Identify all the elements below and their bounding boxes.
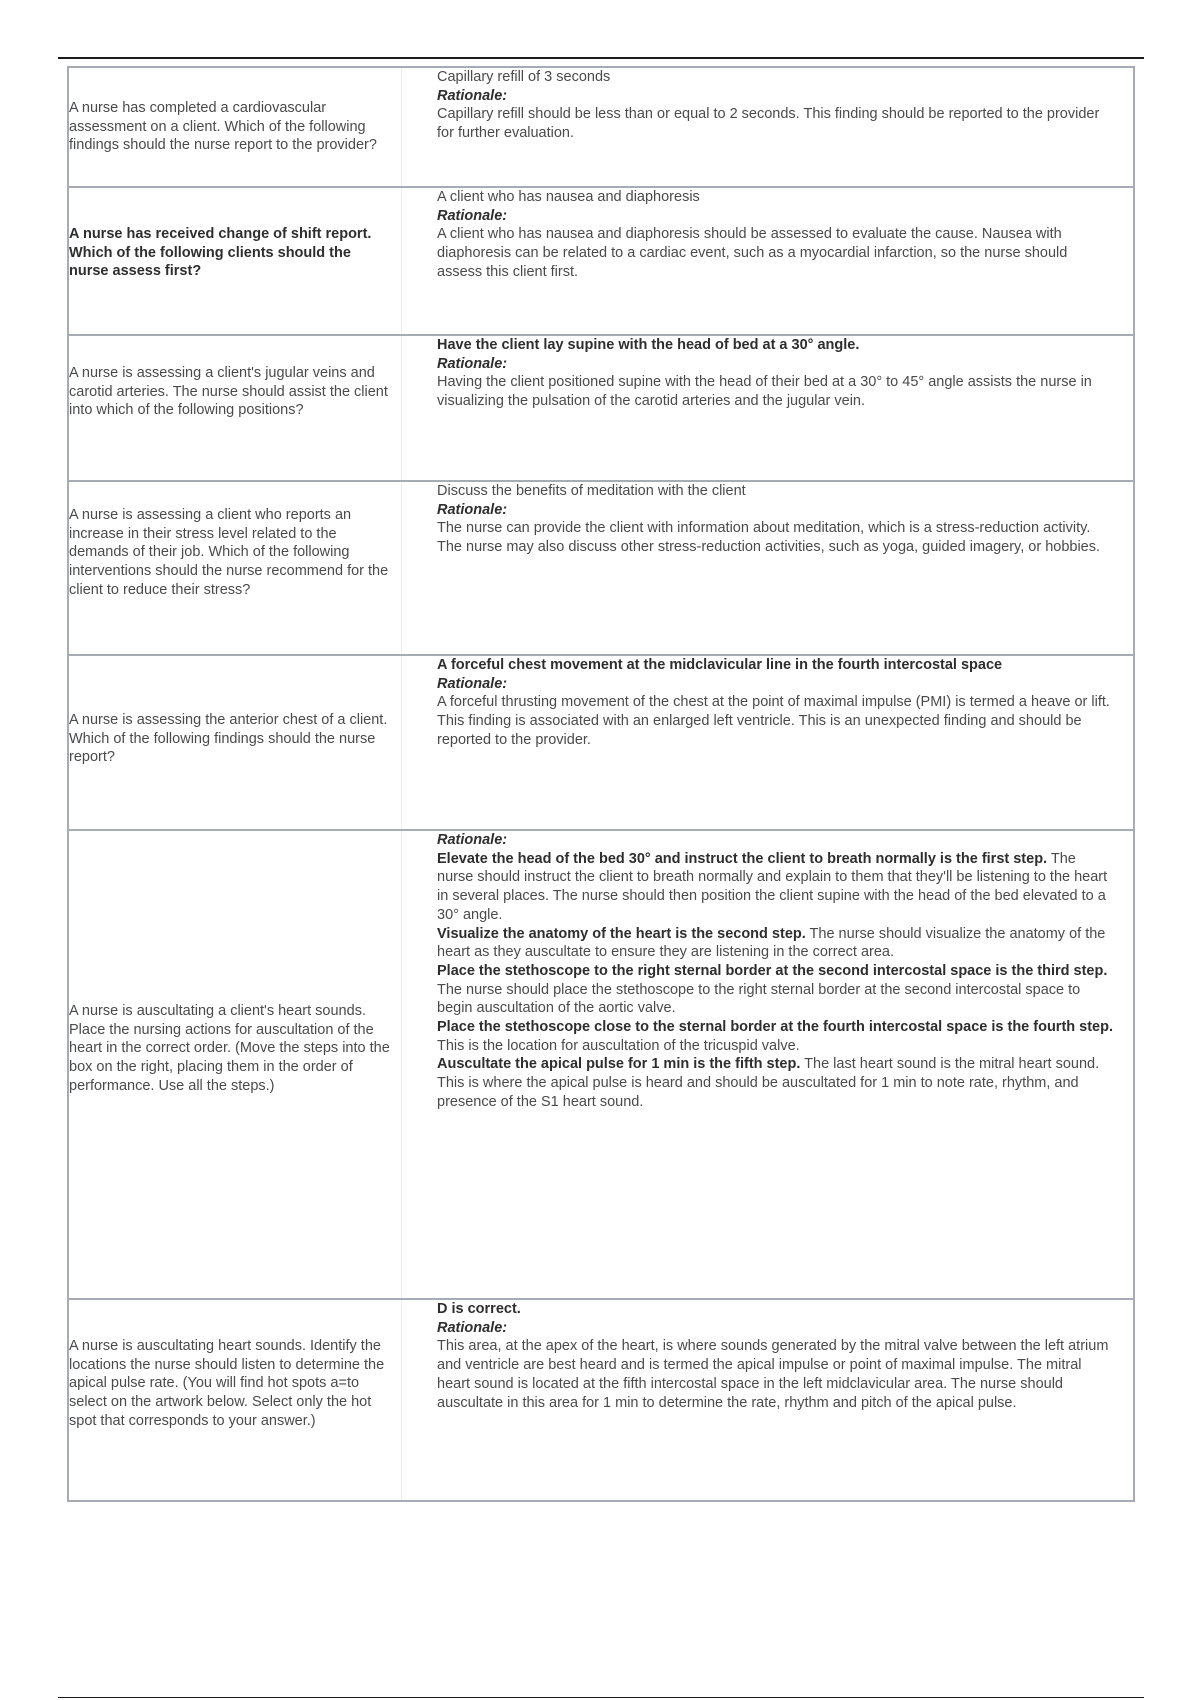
answer-cell xyxy=(402,68,1133,186)
question-text: A nurse is auscultating a client's heart sounds. Place the nursing actions for auscultation of the heart in the correct order. (Move the steps into the box on the right, placing them in the order of performance. Use all the steps.) xyxy=(69,1003,390,1094)
question-cell xyxy=(69,482,402,654)
qa-row xyxy=(69,829,1133,1298)
qa-row xyxy=(69,68,1133,186)
step-text: The last heart sound is the mitral heart sound. This is where the apical pulse is heard and should be auscultated for 1 min to note rate, rhythm, and presence of the S1 heart sound. xyxy=(437,1056,1100,1110)
answer-text: Discuss the benefits of meditation with the client xyxy=(437,483,746,499)
step-title: Auscultate the apical pulse for 1 min is the fifth step. xyxy=(437,1056,801,1073)
answer-cell xyxy=(402,188,1133,334)
top-rule xyxy=(58,57,1144,59)
answer-text: Have the client lay supine with the head of bed at a 30° angle. xyxy=(437,337,860,353)
step-item xyxy=(437,1055,1115,1111)
rationale-label: Rationale: xyxy=(437,207,508,224)
question-text: A nurse is assessing the anterior chest of a client. Which of the following findings should the nurse report? xyxy=(69,712,388,766)
question-cell xyxy=(69,1300,402,1500)
rationale-text: Capillary refill should be less than or equal to 2 seconds. This finding should be reported to the provider for further evaluation. xyxy=(437,106,1100,142)
step-item xyxy=(437,962,1115,1018)
question-text: A nurse has completed a cardiovascular assessment on a client. Which of the following findings should the nurse report to the provider? xyxy=(69,99,377,154)
rationale-label: Rationale: xyxy=(437,87,508,104)
step-item xyxy=(437,1018,1115,1055)
qa-row xyxy=(69,480,1133,654)
step-text: The nurse should place the stethoscope to the right sternal border at the second intercostal space to begin auscultation of the aortic valve. xyxy=(437,981,1081,1017)
qa-table xyxy=(67,66,1135,1502)
qa-row xyxy=(69,186,1133,334)
question-text: A nurse is assessing a client's jugular veins and carotid arteries. The nurse should assist the client into which of the following positions? xyxy=(69,365,388,419)
answer-cell xyxy=(402,656,1133,829)
rationale-label: Rationale: xyxy=(437,832,508,848)
question-cell xyxy=(69,336,402,480)
answer-text: A forceful chest movement at the midclavicular line in the fourth intercostal space xyxy=(437,657,1003,673)
step-title: Visualize the anatomy of the heart is the second step. xyxy=(437,925,806,942)
question-cell xyxy=(69,831,402,1298)
answer-cell xyxy=(402,336,1133,480)
answer-cell xyxy=(402,1300,1133,1500)
question-text: A nurse is assessing a client who reports an increase in their stress level related to the demands of their job. Which of the following interventions should the nurse recommend for the client to reduce their stress? xyxy=(69,507,389,598)
rationale-text: Having the client positioned supine with the head of their bed at a 30° to 45° angle assists the nurse in visualizing the pulsation of the carotid arteries and the jugular vein. xyxy=(437,374,1092,410)
rationale-label: Rationale: xyxy=(437,501,508,518)
bottom-rule xyxy=(58,1697,1144,1698)
qa-row xyxy=(69,654,1133,829)
answer-cell xyxy=(402,831,1133,1298)
qa-row xyxy=(69,334,1133,480)
question-cell xyxy=(69,656,402,829)
rationale-label: Rationale: xyxy=(437,355,508,372)
step-text: The nurse should visualize the anatomy of the heart as they auscultate to ensure they are listening in the correct area. xyxy=(437,925,1106,961)
answer-text: D is correct. xyxy=(437,1301,521,1317)
rationale-label: Rationale: xyxy=(437,675,508,692)
step-text: The nurse should instruct the client to breath normally and explain to them that they'll be listening to the heart in several places. The nurse should then position the client supine with the head of the bed elevated to a 30° angle. xyxy=(437,850,1108,923)
answer-text: A client who has nausea and diaphoresis xyxy=(437,189,700,205)
step-text: This is the location for auscultation of the tricuspid valve. xyxy=(437,1037,800,1054)
step-item xyxy=(437,850,1115,925)
step-title: Elevate the head of the bed 30° and instruct the client to breath normally is the first step. xyxy=(437,850,1048,867)
answer-text: Capillary refill of 3 seconds xyxy=(437,69,611,85)
question-text: A nurse is auscultating heart sounds. Identify the locations the nurse should listen to determine the apical pulse rate. (You will find hot spots a=to select on the artwork below. Select only the hot spot that corresponds to your answer.) xyxy=(69,1338,385,1429)
rationale-text: A client who has nausea and diaphoresis should be assessed to evaluate the cause. Nausea with diaphoresis can be related to a cardiac event, such as a myocardial infarction, so the nurse should assess this client first. xyxy=(437,226,1068,280)
step-title: Place the stethoscope to the right sternal border at the second intercostal space is the third step. xyxy=(437,962,1108,979)
answer-cell xyxy=(402,482,1133,654)
step-title: Place the stethoscope close to the sternal border at the fourth intercostal space is the fourth step. xyxy=(437,1019,1114,1036)
qa-row xyxy=(69,1298,1133,1500)
question-cell xyxy=(69,188,402,334)
rationale-label: Rationale: xyxy=(437,1319,508,1336)
rationale-text: The nurse can provide the client with information about meditation, which is a stress-reduction activity. The nurse may also discuss other stress-reduction activities, such as yoga, guided imagery, or hobbies. xyxy=(437,520,1101,556)
question-text: A nurse has received change of shift report. Which of the following clients should the nurse assess first? xyxy=(69,226,372,280)
rationale-text: A forceful thrusting movement of the chest at the point of maximal impulse (PMI) is termed a heave or lift. This finding is associated with an enlarged left ventricle. This is an unexpected finding and should be reported to the provider. xyxy=(437,694,1110,748)
step-item xyxy=(437,925,1115,962)
rationale-text: This area, at the apex of the heart, is where sounds generated by the mitral valve between the left atrium and ventricle are best heard and is termed the apical impulse or point of maximal impulse. The mitral heart sound is located at the fifth intercostal space in the left midclavicular area. The nurse should auscultate in this area for 1 min to determine the rate, rhythm and pitch of the apical pulse. xyxy=(437,1338,1109,1411)
question-cell xyxy=(69,68,402,186)
